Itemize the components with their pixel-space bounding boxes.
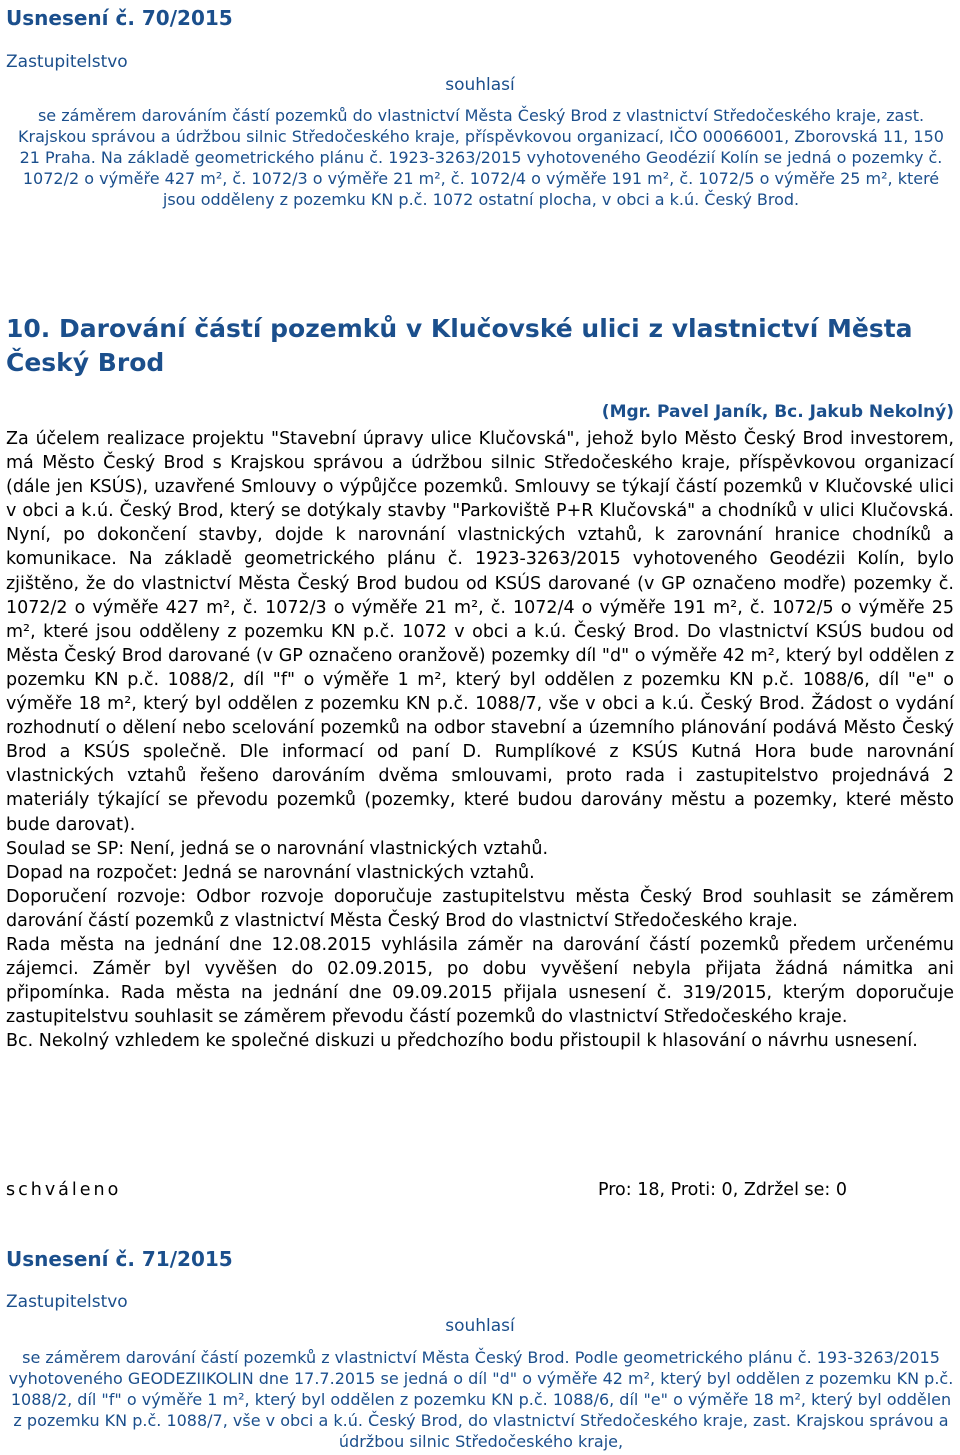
item-10-body [6,427,954,1053]
resolution-71-action: souhlasí [445,1316,515,1336]
item-10-proposer: (Mgr. Pavel Janík, Bc. Jakub Nekolný) [601,402,954,422]
resolution-71-body: Zastupitelstvo [6,1292,128,1312]
vote-counts: Pro: 18, Proti: 0, Zdržel se: 0 [598,1180,847,1200]
item-10-paragraph: Soulad se SP: Není, jedná se o narovnání vlastnických vztahů. [6,838,549,859]
item-10-vote [6,1180,954,1200]
item-10-title: 10. Darování částí pozemků v Klučovské ulici z vlastnictví Města Český Brod [6,314,913,377]
resolution-71-text: se záměrem darování částí pozemků z vlastnictví Města Český Brod. Podle geometrického plánu č. 193-3263/2015 vyhotoveného GEODEZIIKOLIN dne 17.7.2015 se jedná o díl "d" o výměře 42 m², který byl oddělen z pozemku KN p.č. 1088/2, díl "f" o výměře 1 m², který byl oddělen z pozemku KN p.č. 1088/6, díl "e" o výměře 18 m², který byl oddělen z pozemku KN p.č. 1088/7, vše v obci a k.ú. Český Brod, do vlastnictví Středočeského kraje, zast. Krajskou správou a údržbou silnic Středočeského kraje, [8,1348,954,1451]
resolution-70-text: se záměrem darováním částí pozemků do vlastnictví Města Český Brod z vlastnictví Středočeského kraje, zast. Krajskou správou a údržbou silnic Středočeského kraje, příspěvkovou organizací, IČO 00066001, Zborovská 11, 150 21 Praha. Na základě geometrického plánu č. 1923-3263/2015 vyhotoveného Geodézií Kolín se jedná o pozemky č. 1072/2 o výměře 427 m², č. 1072/3 o výměře 21 m², č. 1072/4 o výměře 191 m², č. 1072/5 o výměře 25 m², které jsou odděleny z pozemku KN p.č. 1072 ostatní plocha, v obci a k.ú. Český Brod. [18,106,944,209]
vote-result: schváleno [6,1180,122,1200]
resolution-70-title: Usnesení č. 70/2015 [6,6,233,30]
item-10-paragraph: Bc. Nekolný vzhledem ke společné diskuzi u předchozího bodu přistoupil k hlasování o návrhu usnesení. [6,1031,918,1052]
resolution-70-body: Zastupitelstvo [6,52,128,72]
item-10-paragraph: Rada města na jednání dne 12.08.2015 vyhlásila záměr na darování částí pozemků předem určenému zájemci. Záměr byl vyvěšen do 02.09.2015, po dobu vyvěšení nebyla přijata žádná námitka ani připomínka. Rada města na jednání dne 09.09.2015 přijala usnesení č. 319/2015, kterým doporučuje zastupitelstvu souhlasit se záměrem převodu částí pozemků do vlastnictví Středočeského kraje. [6,934,954,1028]
item-10-paragraph: Doporučení rozvoje: Odbor rozvoje doporučuje zastupitelstvu města Český Brod souhlasit se záměrem darování částí pozemků z vlastnictví Města Český Brod do vlastnictví Středočeského kraje. [6,886,954,931]
resolution-71-title: Usnesení č. 71/2015 [6,1247,233,1271]
resolution-70-action: souhlasí [445,75,515,95]
item-10-paragraph: Dopad na rozpočet: Jedná se narovnání vlastnických vztahů. [6,862,535,883]
item-10-paragraph: Za účelem realizace projektu "Stavební úpravy ulice Klučovská", jehož bylo Město Český Brod investorem, má Město Český Brod s Krajskou správou a údržbou silnic Středočeského kraje, příspěvkovou organizací (dále jen KSÚS), uzavřené Smlouvy o výpůjčce pozemků. Smlouvy se týkají částí pozemků v Klučovské ulici v obci a k.ú. Český Brod, který se dotýkaly stavby "Parkoviště P+R Klučovská" a chodníků v ulici Klučovská. Nyní, po dokončení stavby, dojde k narovnání vlastnických vztahů, k zarovnání hranice chodníků a komunikace. Na základě geometrického plánu č. 1923-3263/2015 vyhotoveného Geodézii Kolín, bylo zjištěno, že do vlastnictví Města Český Brod budou od KSÚS darované (v GP označeno modře) pozemky č. 1072/2 o výměře 427 m², č. 1072/3 o výměře 21 m², č. 1072/4 o výměře 191 m², č. 1072/5 o výměře 25 m², které jsou odděleny z pozemku KN p.č. 1072 v obci a k.ú. Český Brod. Do vlastnictví KSÚS budou od Města Český Brod darované (v GP označeno oranžově) pozemky díl "d" o výměře 42 m², který byl oddělen z pozemku KN p.č. 1088/2, díl "f" o výměře 1 m², který byl oddělen z pozemku KN p.č. 1088/6, díl "e" o výměře 18 m², který byl oddělen z pozemku KN p.č. 1088/7, vše v obci a k.ú. Český Brod. Žádost o vydání rozhodnutí o dělení nebo scelování pozemků na odbor stavební a územního plánování podává Město Český Brod a KSÚS společně. Dle informací od paní D. Rumplíkové z KSÚS Kutná Hora bude narovnání vlastnických vztahů řešeno darováním dvěma smlouvami, proto rada i zastupitelstvo projednává 2 materiály týkající se převodu pozemků (pozemky, které budou darovány městu a pozemky, které město bude darovat). [6,429,954,835]
